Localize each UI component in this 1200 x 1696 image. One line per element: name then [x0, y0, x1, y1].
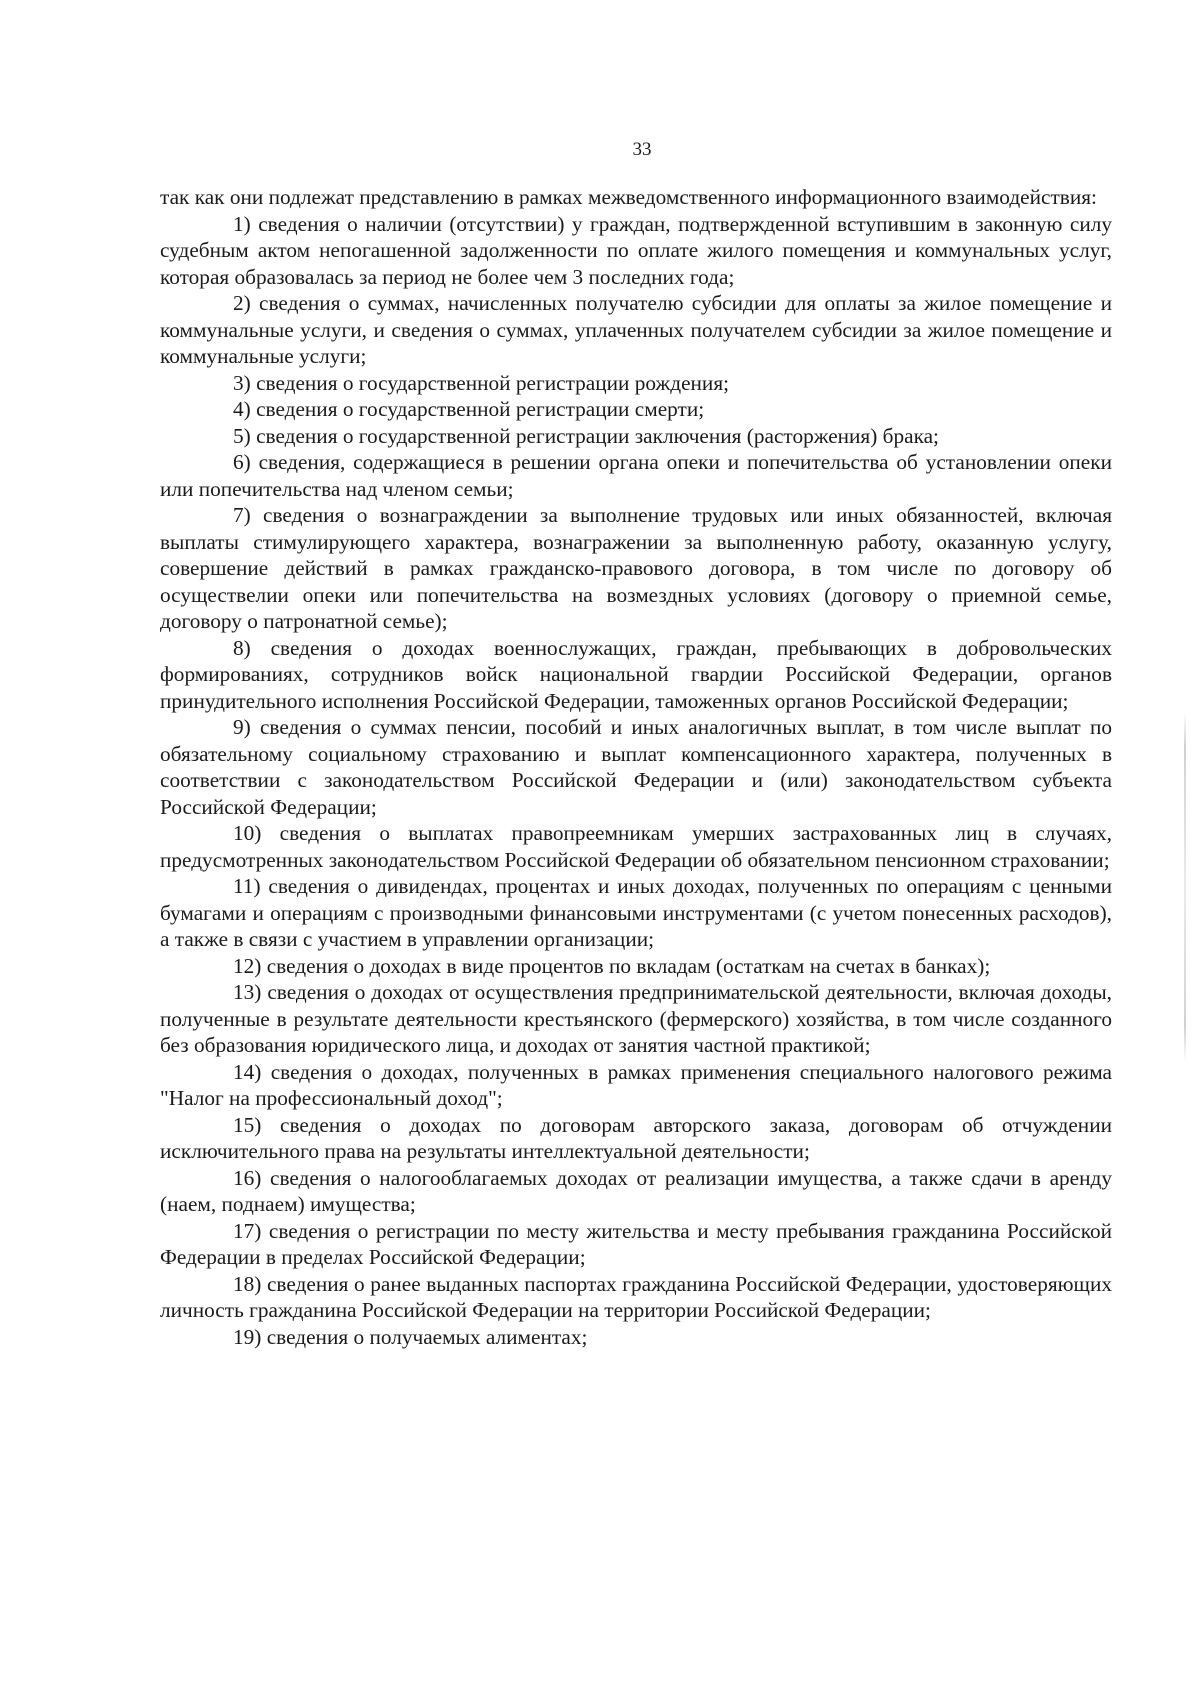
list-item: 3) сведения о государственной регистрации рождения; — [233, 370, 730, 395]
list-item: 14) сведения о доходах, полученных в рамках применения специального налогового режима "Налог на профессиональный доход"; — [160, 1059, 1112, 1110]
list-item: 11) сведения о дивидендах, процентах и иных доходах, полученных по операциям с ценными бумагами и операциям с производными финансовыми инструментами (с учетом понесенных расходов), а также в связи с участием в управлении организации; — [160, 874, 1112, 951]
list-item: 2) сведения о суммах, начисленных получателю субсидии для оплаты за жилое помещение и коммунальные услуги, и сведения о суммах, уплаченных получателем субсидии за жилое помещение и коммунальные услуги; — [160, 291, 1112, 368]
list-item: 1) сведения о наличии (отсутствии) у граждан, подтвержденной вступившим в законную силу судебным актом непогашенной задолженности по оплате жилого помещения и коммунальных услуг, которая образовалась за период не более чем 3 последних года; — [160, 211, 1112, 289]
list-item: 8) сведения о доходах военнослужащих, граждан, пребывающих в добровольческих формированиях, сотрудников войск национальной гвардии Российской Федерации, органов принудительного исполнения Российской Федерации, таможенных органов Российской Федерации; — [160, 635, 1112, 713]
list-item: 19) сведения о получаемых алиментах; — [233, 1324, 588, 1349]
document-body — [160, 184, 1112, 1350]
list-item: 16) сведения о налогооблагаемых доходах от реализации имущества, а также сдачи в аренду (наем, поднаем) имущества; — [160, 1165, 1112, 1216]
list-item: 10) сведения о выплатах правопреемникам умерших застрахованных лиц в случаях, предусмотренных законодательством Российской Федерации об обязательном пенсионном страховании; — [160, 821, 1112, 872]
list-item: 18) сведения о ранее выданных паспортах гражданина Российской Федерации, удостоверяющих личность гражданина Российской Федерации на территории Российской Федерации; — [160, 1271, 1112, 1322]
list-item: 15) сведения о доходах по договорам авторского заказа, договорам об отчуждении исключительного права на результаты интеллектуальной деятельности; — [160, 1112, 1112, 1163]
scan-edge-mark — [1184, 712, 1186, 1062]
list-item: 13) сведения о доходах от осуществления предпринимательской деятельности, включая доходы, полученные в результате деятельности крестьянского (фермерского) хозяйства, в том числе созданного без образования юридического лица, и доходах от занятия частной практикой; — [160, 980, 1112, 1057]
list-item: 4) сведения о государственной регистрации смерти; — [233, 397, 705, 421]
list-item: 7) сведения о вознаграждении за выполнение трудовых или иных обязанностей, включая выплаты стимулирующего характера, вознагражении за выполненную работу, оказанную услугу, совершение действий в рамках гражданско-правового договора, в том числе по договору об осуществелии опеки или попечительства на возмездных условиях (договору о приемной семье, договору о патронатной семье); — [160, 503, 1112, 633]
list-item: 17) сведения о регистрации по месту жительства и месту пребывания гражданина Российской Федерации в пределах Российской Федерации; — [160, 1218, 1112, 1269]
list-item: 6) сведения, содержащиеся в решении органа опеки и попечительства об установлении опеки или попечительства над членом семьи; — [160, 450, 1112, 501]
list-item: 9) сведения о суммах пенсии, пособий и иных аналогичных выплат, в том числе выплат по обязательному социальному страхованию и выплат компенсационного характера, полученных в соответствии с законодательством Российской Федерации и (или) законодательством субъекта Российской Федерации; — [160, 715, 1112, 819]
page-number: 33 — [632, 139, 652, 160]
list-item: 12) сведения о доходах в виде процентов по вкладам (остаткам на счетах в банках); — [233, 953, 991, 978]
intro-paragraph: так как они подлежат представлению в рамках межведомственного информационного взаимодействия: — [160, 185, 1097, 209]
list-item: 5) сведения о государственной регистрации заключения (расторжения) брака; — [233, 423, 939, 448]
